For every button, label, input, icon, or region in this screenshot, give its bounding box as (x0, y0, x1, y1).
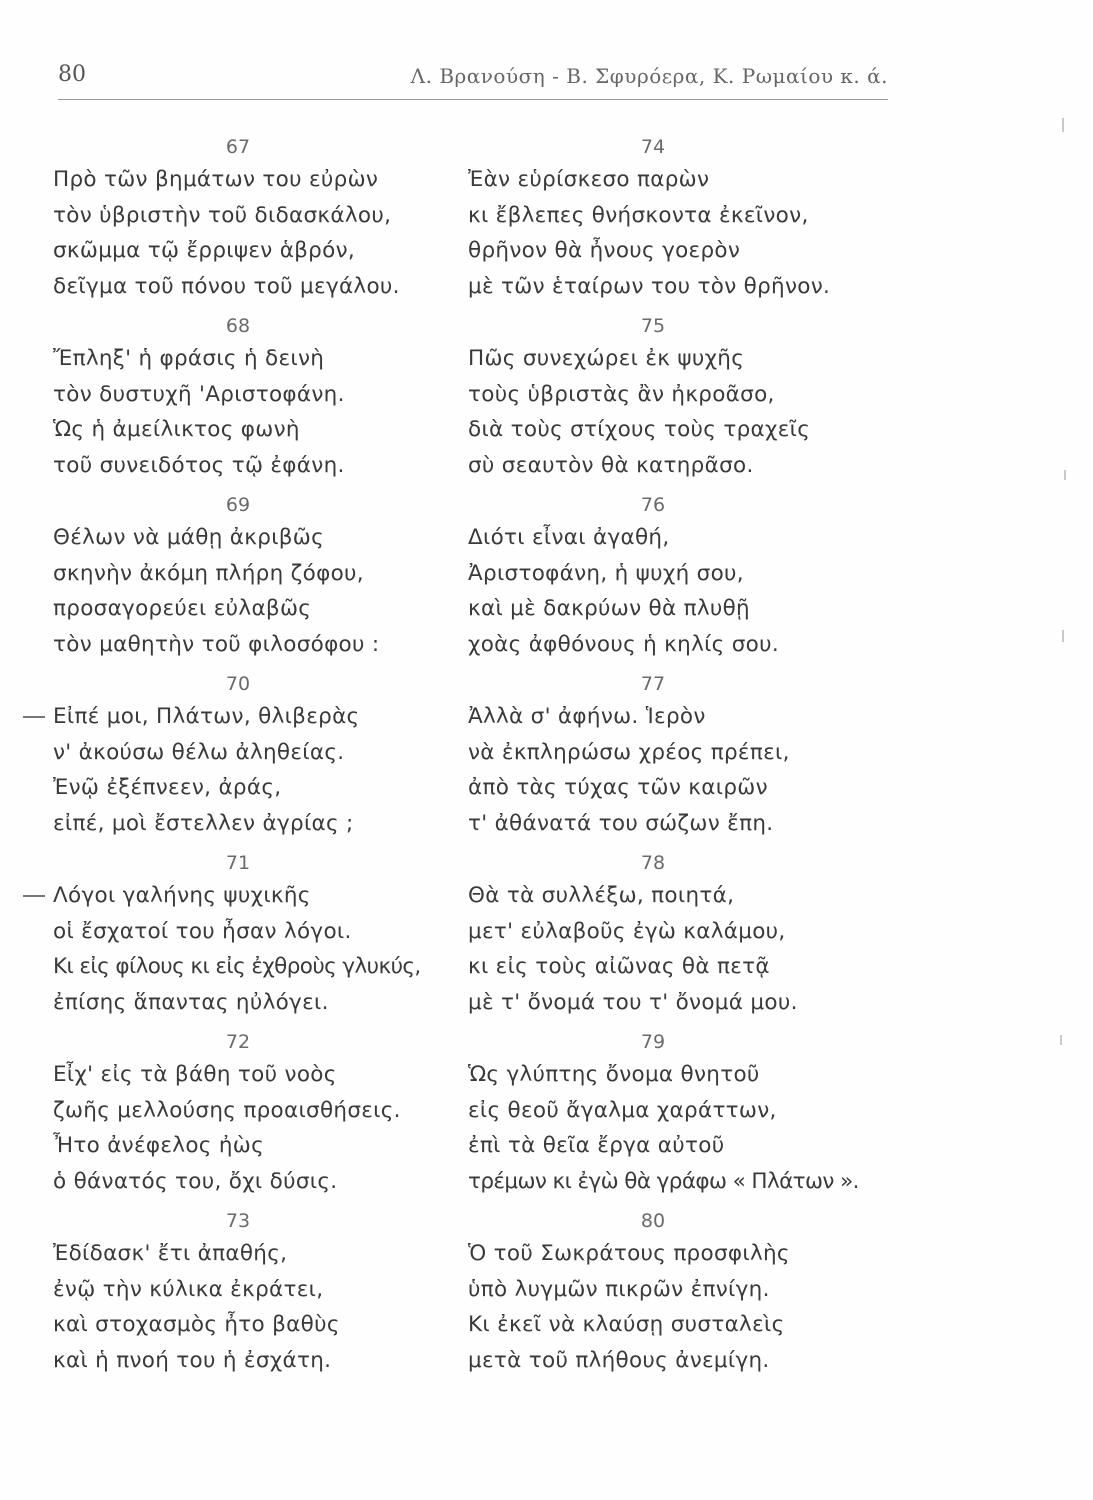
verse-line: τοῦ συνειδότος τῷ ἐφάνη. (53, 452, 345, 478)
stanza-74 (468, 132, 888, 311)
header-rule (58, 99, 888, 100)
verse-line: σκηνὴν ἀκόμη πλήρη ζόφου, (53, 560, 364, 586)
verse-line: Λόγοι γαλήνης ψυχικῆς (53, 883, 311, 908)
verse-line: προσαγορεύει εὐλαβῶς (53, 596, 312, 621)
right-column (468, 132, 888, 1385)
verse-line: καὶ στοχασμὸς ἦτο βαθὺς (53, 1312, 340, 1337)
stanza-73 (53, 1206, 473, 1385)
stanza-79 (468, 1027, 888, 1206)
stanza-76 (468, 490, 888, 669)
verse-line: Διότι εἶναι ἀγαθή, (468, 525, 670, 550)
verse-line: ὑπὸ λυγμῶν πικρῶν ἐπνίγη. (468, 1276, 770, 1302)
verse-line: τοὺς ὑβριστὰς ἂν ἠκροᾶσο, (468, 381, 775, 407)
scan-speck (1064, 470, 1066, 480)
stanza-number: 76 (640, 494, 666, 516)
verse-line: μὲ τῶν ἑταίρων του τὸν θρῆνον. (468, 273, 831, 299)
stanza-number: 72 (225, 1031, 251, 1053)
stanza-77 (468, 669, 888, 848)
verse-line: ὁ θάνατός του, ὄχι δύσις. (53, 1168, 338, 1194)
scan-speck (1060, 1035, 1062, 1045)
verse-line: εἰπέ, μοὶ ἔστελλεν ἀγρίας ; (53, 810, 354, 836)
verse-line: ἐπίσης ἅπαντας ηὐλόγει. (53, 989, 329, 1015)
stanza-number: 74 (640, 136, 666, 158)
verse-line: εἰς θεοῦ ἄγαλμα χαράττων, (468, 1097, 777, 1123)
running-head: Λ. Βρανούση - Β. Σφυρόερα, Κ. Ρωμαίου κ. ά. (410, 64, 888, 88)
stanza-68 (53, 311, 473, 490)
verse-line: Ἔπληξ' ἡ φράσις ἡ δεινὴ (53, 346, 325, 371)
verse-line: Ἀριστοφάνη, ἡ ψυχή σου, (468, 560, 744, 586)
stanza-70 (53, 669, 473, 848)
verse-line: τὸν δυστυχῆ 'Αριστοφάνη. (53, 381, 345, 407)
stanza-number: 68 (225, 315, 251, 337)
verse-line: Ἐδίδασκ' ἔτι ἀπαθής, (53, 1241, 288, 1266)
verse-line: τ' ἀθάνατά του σώζων ἔπη. (468, 810, 774, 836)
verse-line: οἱ ἔσχατοί του ἦσαν λόγοι. (53, 918, 352, 944)
verse-line: Ὡς ἡ ἀμείλικτος φωνὴ (53, 417, 300, 442)
verse-line: Θέλων νὰ μάθῃ ἀκριβῶς (53, 525, 325, 550)
stanza-number: 71 (225, 852, 251, 874)
verse-line: καὶ ἡ πνοή του ἡ ἐσχάτη. (53, 1347, 332, 1373)
verse-line: χοὰς ἀφθόνους ἡ κηλίς σου. (468, 631, 779, 657)
verse-line: Ὁ τοῦ Σωκράτους προσφιλὴς (468, 1241, 790, 1266)
verse-line: Κι ἐκεῖ νὰ κλαύσῃ συσταλεὶς (468, 1312, 785, 1337)
verse-line: θρῆνον θὰ ἦνους γοερὸν (468, 238, 741, 263)
verse-line: σκῶμμα τῷ ἔρριψεν ἁβρόν, (53, 238, 356, 263)
verse-line: Ἐνῷ ἐξέπνεεν, ἀράς, (53, 775, 282, 800)
verse-line: τρέμων κι ἐγὼ θὰ γράφω « Πλάτων ». (468, 1168, 859, 1194)
stanza-number: 80 (640, 1210, 666, 1232)
verse-line: Εἰπέ μοι, Πλάτων, θλιβερὰς (53, 704, 360, 729)
stanza-78 (468, 848, 888, 1027)
left-column (53, 132, 473, 1385)
verse-line: μὲ τ' ὄνομά του τ' ὄνομά μου. (468, 989, 798, 1015)
verse-line: τὸν ὑβριστὴν τοῦ διδασκάλου, (53, 202, 392, 228)
margin-dash-mark (23, 716, 45, 718)
margin-dash-mark (23, 895, 45, 897)
stanza-80 (468, 1206, 888, 1385)
verse-line: Πῶς συνεχώρει ἐκ ψυχῆς (468, 346, 745, 371)
stanza-67 (53, 132, 473, 311)
verse-line: καὶ μὲ δακρύων θὰ πλυθῇ (468, 596, 750, 621)
verse-line: δεῖγμα τοῦ πόνου τοῦ μεγάλου. (53, 273, 400, 299)
scan-speck (1062, 118, 1064, 132)
scan-speck (1062, 630, 1064, 642)
stanza-69 (53, 490, 473, 669)
verse-line: μετ' εὐλαβοῦς ἐγὼ καλάμου, (468, 918, 786, 944)
verse-line: Πρὸ τῶν βημάτων του εὐρὼν (53, 167, 379, 192)
verse-line: ζωῆς μελλούσης προαισθήσεις. (53, 1097, 401, 1123)
verse-line: Ἦτο ἀνέφελος ἠὼς (53, 1133, 264, 1158)
verse-line: σὺ σεαυτὸν θὰ κατηρᾶσο. (468, 452, 754, 478)
stanza-72 (53, 1027, 473, 1206)
stanza-number: 75 (640, 315, 666, 337)
stanza-number: 69 (225, 494, 251, 516)
verse-line: Ἐὰν εὑρίσκεσο παρὼν (468, 167, 710, 192)
stanza-number: 78 (640, 852, 666, 874)
verse-line: Κι εἰς φίλους κι εἰς ἐχθροὺς γλυκύς, (53, 954, 421, 979)
verse-line: διὰ τοὺς στίχους τοὺς τραχεῖς (468, 417, 811, 442)
stanza-number: 79 (640, 1031, 666, 1053)
page-number: 80 (58, 62, 86, 87)
stanza-number: 73 (225, 1210, 251, 1232)
verse-line: μετὰ τοῦ πλήθους ἀνεμίγη. (468, 1347, 770, 1373)
stanza-71 (53, 848, 473, 1027)
verse-line: κι εἰς τοὺς αἰῶνας θὰ πετᾷ (468, 954, 770, 979)
verse-line: Εἶχ' εἰς τὰ βάθη τοῦ νοὸς (53, 1062, 337, 1087)
verse-line: ἐνῷ τὴν κύλικα ἐκράτει, (53, 1276, 324, 1302)
stanza-75 (468, 311, 888, 490)
page-header (58, 62, 888, 92)
stanza-number: 77 (640, 673, 666, 695)
verse-line: τὸν μαθητὴν τοῦ φιλοσόφου : (53, 631, 380, 657)
verse-line: κι ἔβλεπες θνήσκοντα ἐκεῖνον, (468, 202, 809, 228)
verse-line: ἐπὶ τὰ θεῖα ἔργα αὐτοῦ (468, 1133, 725, 1158)
stanza-number: 67 (225, 136, 251, 158)
verse-line: νὰ ἐκπληρώσω χρέος πρέπει, (468, 739, 790, 765)
stanza-number: 70 (225, 673, 251, 695)
verse-line: Ἀλλὰ σ' ἀφήνω. Ἱερὸν (468, 704, 706, 729)
verse-line: Θὰ τὰ συλλέξω, ποιητά, (468, 883, 735, 908)
verse-line: ν' ἀκούσω θέλω ἀληθείας. (53, 739, 345, 765)
verse-line: ἀπὸ τὰς τύχας τῶν καιρῶν (468, 775, 768, 800)
verse-line: Ὡς γλύπτης ὄνομα θνητοῦ (468, 1062, 760, 1087)
